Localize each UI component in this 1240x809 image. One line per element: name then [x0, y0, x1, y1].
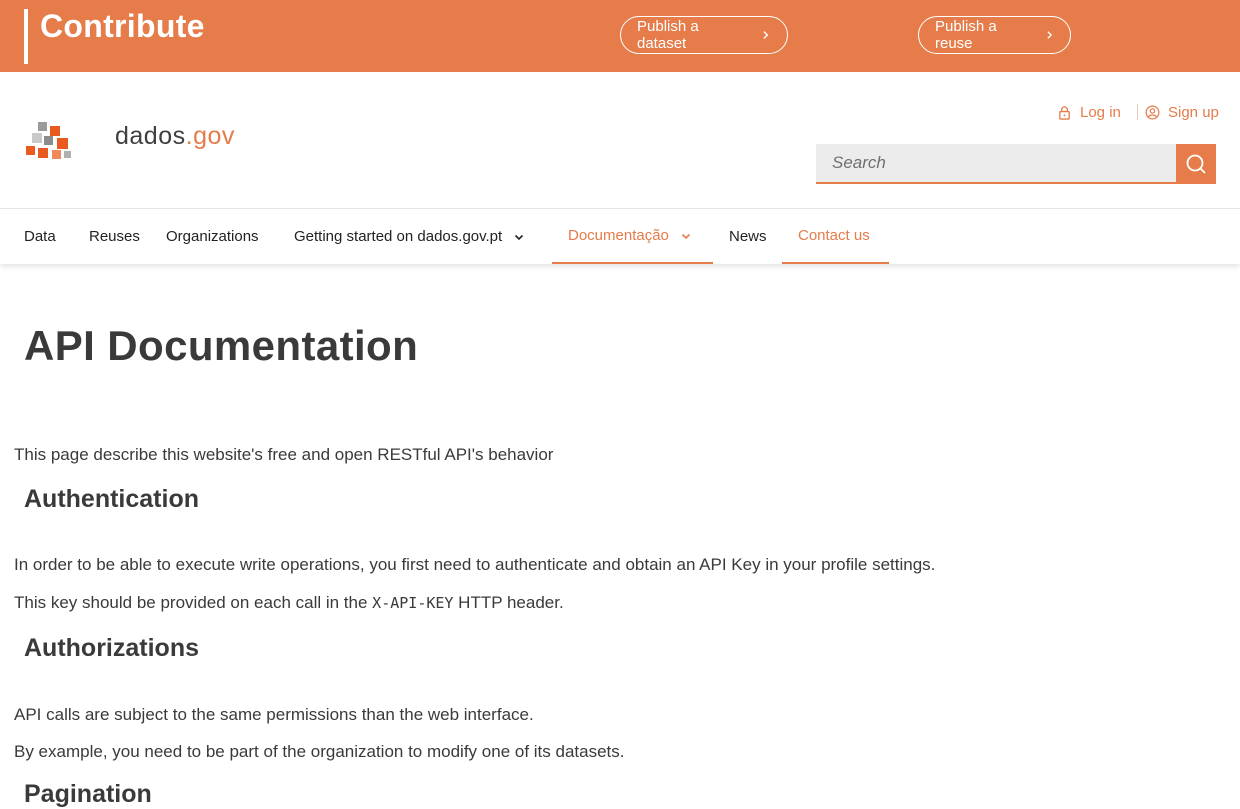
auth-divider: [1137, 104, 1138, 120]
publish-reuse-button[interactable]: [918, 16, 1071, 54]
chevron-down-icon: [514, 232, 524, 242]
authentication-paragraph: In order to be able to execute write operations, you first need to authenticate and obtain an API Key in your profile settings.: [14, 555, 936, 574]
nav-item-contact-us[interactable]: [782, 209, 889, 264]
login-label: Log in: [1080, 103, 1121, 121]
api-key-paragraph: [14, 593, 564, 613]
nav-item-organizations[interactable]: [166, 209, 259, 264]
chevron-right-icon: [761, 30, 771, 40]
nav-item-news[interactable]: [729, 209, 767, 264]
chevron-down-icon: [681, 231, 691, 241]
authentication-heading: Authentication: [24, 485, 199, 513]
site-logo-text[interactable]: [115, 122, 235, 151]
api-key-text-after: HTTP header.: [453, 593, 564, 612]
contribute-banner: [0, 0, 1240, 72]
authorizations-paragraph: API calls are subject to the same permissions than the web interface.: [14, 705, 534, 724]
nav-item-documentacao[interactable]: [552, 209, 713, 264]
nav-item-label: News: [729, 228, 767, 245]
search-input[interactable]: [816, 144, 1176, 184]
authorizations-heading: Authorizations: [24, 634, 199, 662]
logo-text-main: dados: [115, 122, 186, 150]
authorizations-example-paragraph: By example, you need to be part of the organization to modify one of its datasets.: [14, 742, 625, 761]
nav-item-label: Getting started on dados.gov.pt: [294, 228, 503, 245]
pagination-heading: Pagination: [24, 780, 152, 808]
nav-item-label: Contact us: [798, 227, 870, 244]
publish-dataset-button[interactable]: [620, 16, 788, 54]
search-icon: [1185, 153, 1207, 175]
nav-item-data[interactable]: [24, 209, 56, 264]
nav-item-label: Reuses: [89, 228, 140, 245]
chevron-right-icon: [1045, 30, 1054, 40]
main-navigation: [0, 209, 1240, 264]
page-title: API Documentation: [24, 322, 419, 369]
nav-item-label: Data: [24, 228, 56, 245]
nav-item-label: Documentação: [568, 227, 669, 244]
login-link[interactable]: [1057, 102, 1121, 122]
signup-label: Sign up: [1168, 103, 1219, 121]
intro-paragraph: This page describe this website's free and open RESTful API's behavior: [14, 445, 554, 464]
user-circle-icon: [1145, 105, 1160, 120]
lock-icon: [1057, 105, 1072, 120]
dados-gov-logo-icon[interactable]: [24, 120, 74, 162]
api-key-text-before: This key should be provided on each call in the: [14, 593, 373, 612]
signup-link[interactable]: [1145, 102, 1219, 122]
publish-dataset-label: Publish a dataset: [637, 18, 699, 52]
site-header: [0, 72, 1240, 209]
publish-reuse-label: Publish a reuse: [935, 18, 997, 52]
nav-item-getting-started[interactable]: [294, 209, 524, 264]
logo-text-accent: .gov: [185, 122, 235, 150]
banner-accent-bar: [24, 9, 28, 64]
api-key-header-code: X-API-KEY: [372, 594, 454, 612]
banner-title: Contribute: [40, 8, 205, 44]
search-button[interactable]: [1176, 144, 1216, 184]
nav-item-reuses[interactable]: [89, 209, 140, 264]
nav-item-label: Organizations: [166, 228, 259, 245]
